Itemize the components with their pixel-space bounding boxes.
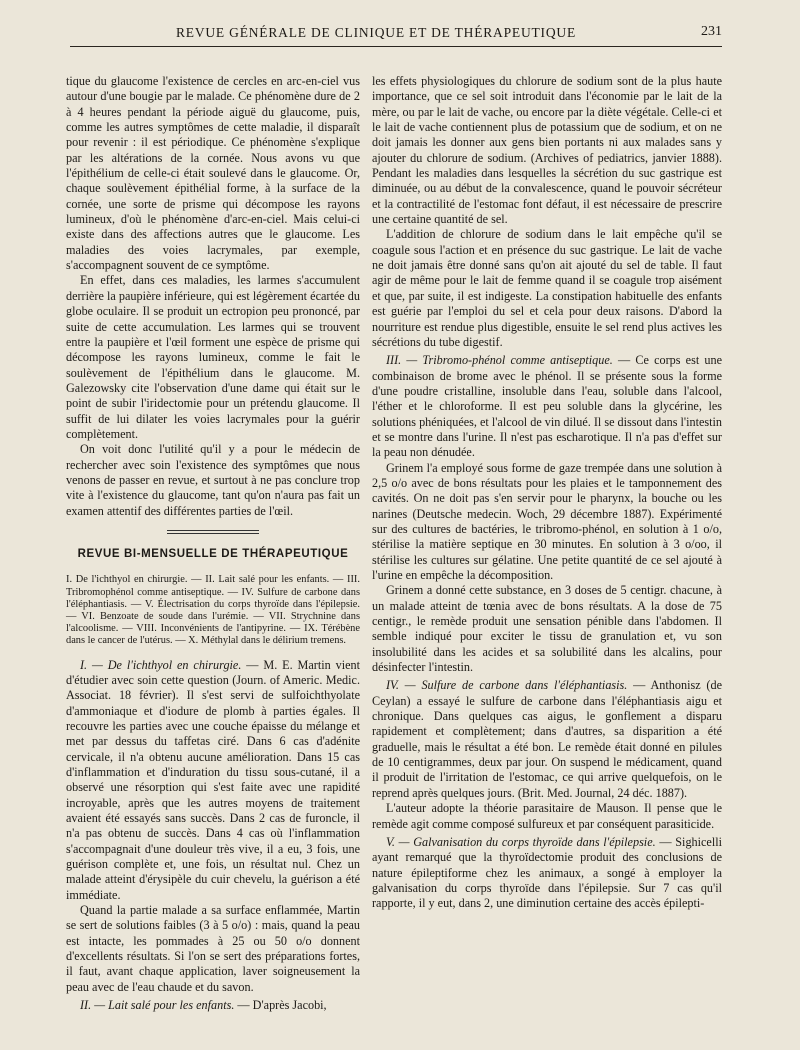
running-title: REVUE GÉNÉRALE DE CLINIQUE ET DE THÉRAPEUTIQUE <box>175 25 576 40</box>
paragraph: Grinem a donné cette substance, en 3 doses de 5 centigr. chacune, à un malade atteint de tœnia avec de bons résultats. A la dose de 75 centigr., le remède produit une sensation pénible dans l'abdomen. Il semble indiqué pour exciter le tissu de granulation et, vu son insolubilité dans les acides et sa solubilité dans les alcalins, pour désinfecter l'intestin. <box>372 583 722 675</box>
section-title: REVUE BI-MENSUELLE DE THÉRAPEUTIQUE <box>77 547 349 560</box>
article-text: — Sighicelli ayant remarqué que la thyroïdectomie produit des conclusions de nature épileptiforme chez les animaux, a songé à employer la galvanisation du corps thyroïde dans l'épilepsie. Sur 7 cas qu'il rapporte, il y eut, dans 2, une diminution certaine des accès épilepti- <box>372 834 722 911</box>
article-heading: III. — Tribromo-phénol comme antiseptique. <box>386 353 613 368</box>
article-paragraph <box>372 835 722 912</box>
article-paragraph <box>66 658 360 904</box>
article-paragraph <box>66 998 360 1013</box>
right-column <box>372 74 722 912</box>
paragraph: En effet, dans ces maladies, les larmes s'accumulent derrière la paupière inférieure, qui est légèrement écartée du globe oculaire. Il se produit un ectropion peu prononcé, par suite de cette accumulation. Les larmes qui se trouvent entre la paupière et l'œil forment une espèce de prisme qui décompose les rayons lumineux, comme le fait le soulèvement de l'épithélium dans le glaucome. M. Galezowsky cite l'observation d'une dame qui était sur le point de subir l'iridectomie pour un prétendu glaucome. Il suffit de lui dilater les voies lacrymales pour la guérir complètement. <box>66 273 360 441</box>
article-heading: II. — Lait salé pour les enfants. <box>80 998 235 1013</box>
divider <box>167 530 259 534</box>
left-column <box>66 74 360 1013</box>
paragraph: On voit donc l'utilité qu'il y a pour le médecin de rechercher avec soin l'existence des symptômes que nous venons de passer en revue, et surtout à ne pas conclure trop vite à l'existence du glaucome, tant qu'on n'aura pas fait un examen attentif des différentes parties de l'œil. <box>66 442 360 518</box>
paragraph: Grinem l'a employé sous forme de gaze trempée dans une solution à 2,5 o/o avec de bons résultats pour les plaies et le tamponnement des cavités. On ne doit pas s'en servir pour le pharynx, la bouche ou les narines (Deutsche medecin. Woch, 29 décembre 1887). Expérimenté sur des cultures de bactéries, le tribromo-phénol, en solution à 1 o/o, stérilise la matière septique en 30 minutes. En solution à 3 o/oo, il stérilise les cultures sur gélatine. Une petite quantité de ce sel ajouté à l'urine en empêche la décomposition. <box>372 460 722 582</box>
article-text: — Anthonisz (de Ceylan) a essayé le sulfure de carbone dans l'éléphantiasis aigu et chronique. Dans quelques cas aigus, le gonflement a disparu rapidement et complètement; dans d'autres, sa disparition a été graduelle, mais le résultat a été bon. Le remède était donné en pilules de 10 centigrammes, deux par jour. On suspend le médicament, quand il produit de l'irritation de l'estomac, ce qui arrive quelquefois, on le reprend après quelques jours. (Brit. Med. Journal, 24 déc. 1887). <box>372 678 722 800</box>
page-number: 231 <box>701 24 722 39</box>
paragraph: Quand la partie malade a sa surface enflammée, Martin se sert de solutions faibles (3 à 5 o/o) : mais, quand la peau est intacte, les pommades à 25 ou 50 o/o donnent d'excellents résultats. Si l'on se sert des préparations fortes, il faut, avant chaque application, laver soigneusement la peau avec de l'eau chaude et du savon. <box>66 903 360 994</box>
article-paragraph <box>372 678 722 801</box>
running-header <box>70 22 722 47</box>
table-of-contents: I. De l'ichthyol en chirurgie. — II. Lait salé pour les enfants. — III. Tribromophénol comme antiseptique. — IV. Sulfure de carbone dans l'éléphantiasis. — V. Électrisation du corps thyroïde dans l'épilepsie. — VI. Benzoate de soude dans l'urémie. — VII. Strychnine dans l'alcoolisme. — VIII. Inconvénients de l'antipyrine. — IX. Térébène dans le cancer de l'utérus. — X. Méthylal dans le délirium tremens. <box>66 574 360 647</box>
article-paragraph <box>372 353 722 460</box>
paragraph: tique du glaucome l'existence de cercles en arc-en-ciel vus autour d'une bougie par le malade. Ce phénomène dure de 2 à 4 heures pendant la période aiguë du glaucome, puis, comme les autres symptômes de cette maladie, il disparaît pour revenir : il est périodique. Ce phénomène s'explique par les altérations de la cornée. Nous avons vu que l'épithélium de celle-ci était soulevé dans le glaucome. Or, chaque soulèvement épithélial forme, à la surface de la cornée, une sorte de prisme qui décompose les rayons lumineux, d'où le phénomène d'arc-en-ciel. Mais celui-ci existe dans des affections autres que le glaucome. Les maladies des voies lacrymales, par exemple, s'accompagnent souvent de ce symptôme. <box>66 74 360 273</box>
paragraph: les effets physiologiques du chlorure de sodium sont de la plus haute importance, que ce sel soit introduit dans l'économie par le lait de la mère, ou par le lait de vache, ou encore par la diète végétale. Celle-ci et le lait de vache contiennent plus de potassium que de sodium, et on ne doit jamais les donner aux gens bien portants ni aux malades sans y ajouter du chlorure de sodium. (Archives of pediatrics, janvier 1888). Pendant les maladies dans lesquelles la sécrétion du suc gastrique est diminuée, ou au début de la convalescence, quand le pouvoir sécréteur et la contractilité de l'estomac font défaut, il est nécessaire de prescrire une certaine quantité de sel. <box>372 74 722 227</box>
article-heading: V. — Galvanisation du corps thyroïde dans l'épilepsie. <box>386 834 656 849</box>
article-text: — Ce corps est une combinaison de brome avec le phénol. Il se présente sous la forme d'une poudre cristalline, insoluble dans l'eau, soluble dans l'alcool, l'éther et le chloroforme. Il est peu soluble dans la glycérine, les solutions phéniquées, et l'alcool de vin dilué. Il se dissout dans l'intestin et se montre dans l'urine. Il n'est pas escharotique. Il n'a pas d'effet sur la peau non dénudée. <box>372 353 722 460</box>
article-text: — D'après Jacobi, <box>234 998 327 1013</box>
article-heading: IV. — Sulfure de carbone dans l'éléphantiasis. <box>386 678 628 693</box>
paragraph: L'addition de chlorure de sodium dans le lait empêche qu'il se coagule sous l'action et en présence du suc gastrique. Le lait de vache ne doit jamais être donné sans qu'on ait ajouté du sel de table. Il faut agir de même pour le lait de femme quand il se coagule trop aisément et que, par suite, il est indigeste. La constipation habituelle des enfants est guérie par l'emploi du sel et cela pour deux raisons. D'abord la nourriture est rendue plus digestible, ensuite le sel rend plus actives les sécrétions du tube digestif. <box>372 227 722 349</box>
paragraph: L'auteur adopte la théorie parasitaire de Mauson. Il pense que le remède agit comme composé sulfureux et par conséquent parasiticide. <box>372 801 722 831</box>
article-heading: I. — De l'ichthyol en chirurgie. <box>80 657 242 672</box>
article-text: — M. E. Martin vient d'étudier avec soin cette question (Journ. of Americ. Medic. Associat. 18 février). Il s'est servi de sulfoichthyolate d'ammoniaque et d'iodure de plomb à parties égales. Il recouvre les parties avec une couche épaisse du mélange et met par dessus du taffetas ciré. Dans 6 cas d'adénite cervicale, il n'a obtenu aucune amélioration. Dans 15 cas d'inflammation et d'induration du tissu sous-cutané, il a observé une résorption qui s'est faite avec une rapidité incroyable, après que les autres moyens de traitement avaient été essayés sans succès. Dans 2 cas de furoncle, il n'a pas obtenu de succès. Dans 4 cas où l'inflammation s'accompagnait d'une douleur très vive, il a eu, 3 fois, une guérison complète et, une fois, un résultat nul. Chez un malade atteint d'érysipèle du cuir chevelu, la guérison a été immédiate. <box>66 657 360 902</box>
